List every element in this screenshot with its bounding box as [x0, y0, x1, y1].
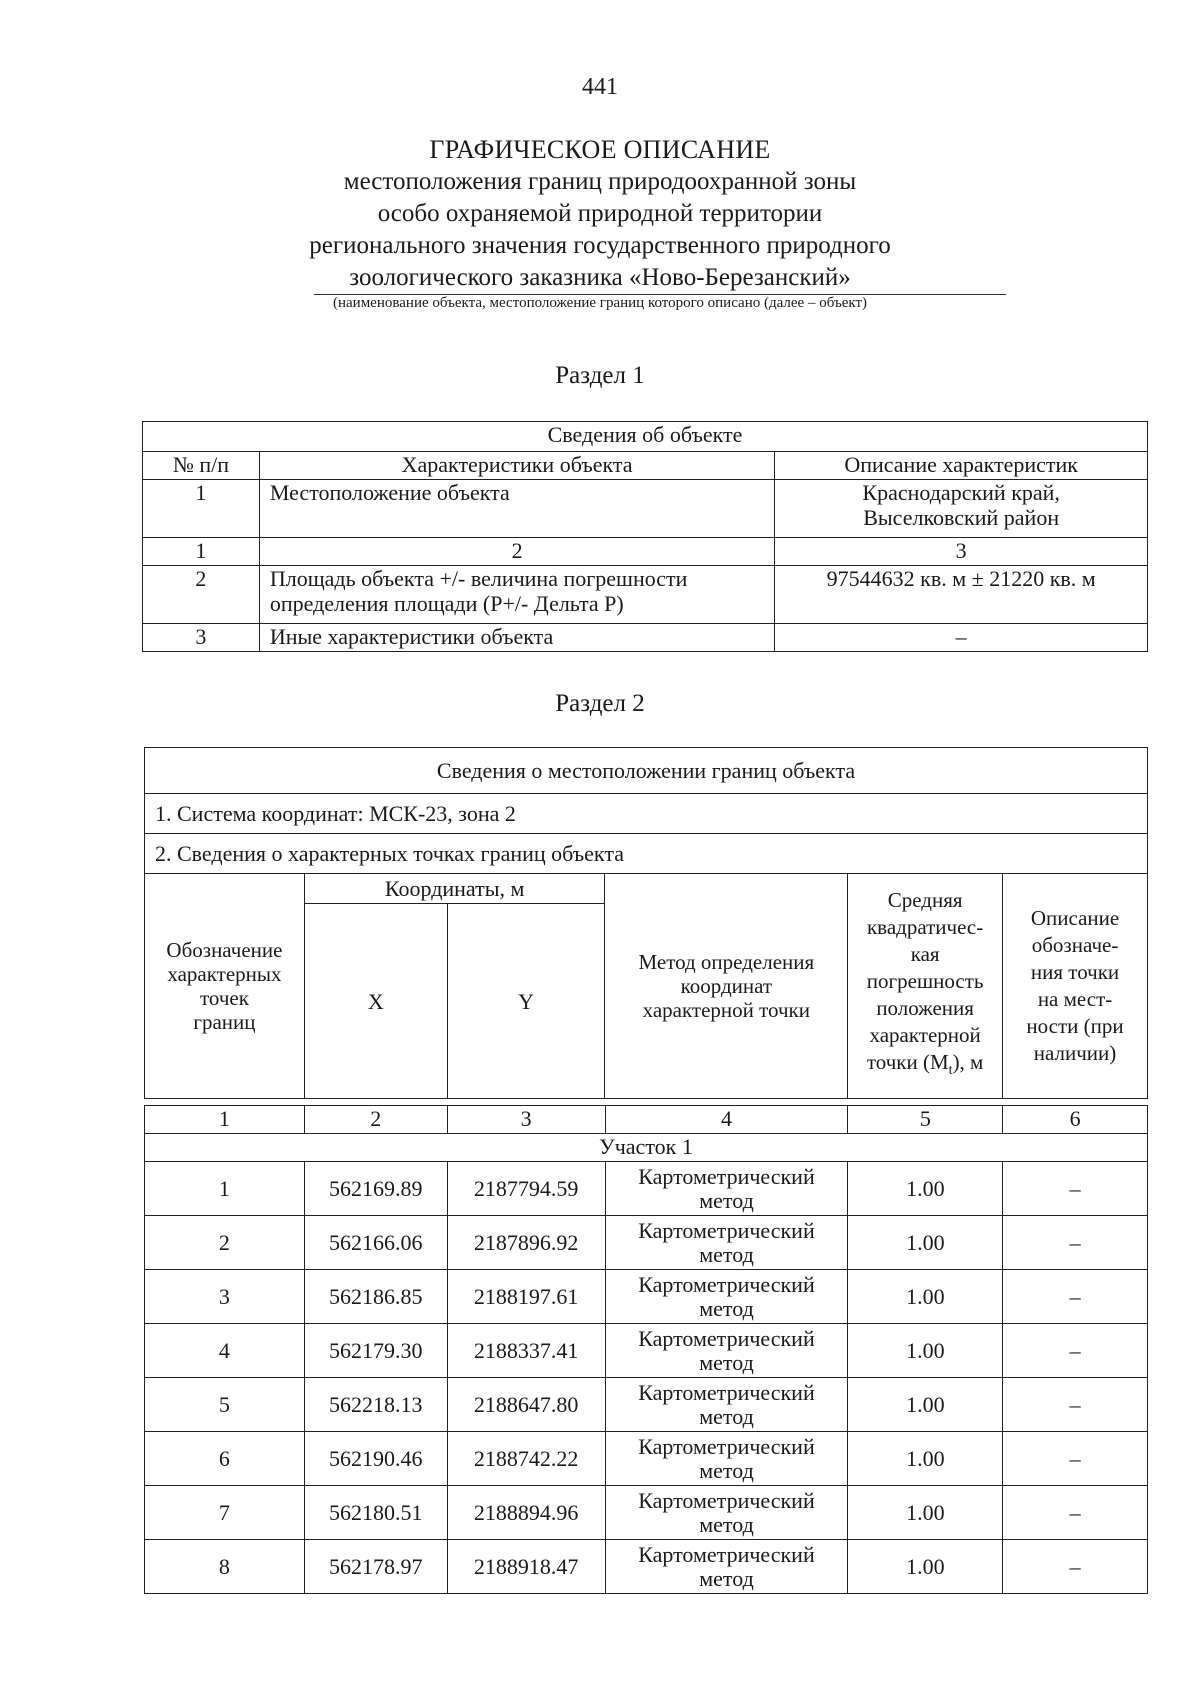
designation-l4: границ: [193, 1010, 256, 1034]
point-id: 7: [145, 1486, 305, 1540]
pd-l3: ния точки: [1030, 960, 1120, 984]
colnum-4: 4: [605, 1106, 848, 1134]
row-3-description: –: [775, 624, 1148, 652]
point-y: 2188918.47: [447, 1540, 605, 1594]
colnum-5: 5: [848, 1106, 1003, 1134]
pd-l1: Описание: [1030, 906, 1120, 930]
method-h-l3: характерной точки: [642, 998, 810, 1022]
points-title: 2. Сведения о характерных точках границ объекта: [145, 834, 1148, 874]
point-method: [605, 1486, 848, 1540]
point-method: [605, 1324, 848, 1378]
table-row: [145, 1378, 1148, 1432]
row-3-characteristic: Иные характеристики объекта: [259, 624, 774, 652]
acc-l6: характерной: [869, 1023, 981, 1048]
plot-label: Участок 1: [145, 1134, 1148, 1162]
method-line-1: Картометрический: [638, 1541, 815, 1567]
method-line-1: Картометрический: [638, 1163, 815, 1189]
table-row: [145, 1216, 1148, 1270]
title-line-3: особо охраняемой природной территории: [377, 200, 823, 227]
point-description: –: [1003, 1378, 1148, 1432]
boundary-points-table: [144, 1105, 1148, 1594]
point-id: 8: [145, 1540, 305, 1594]
point-method: [605, 1540, 848, 1594]
point-x: 562180.51: [304, 1486, 447, 1540]
row-1-description: [775, 480, 1148, 538]
point-x: 562179.30: [304, 1324, 447, 1378]
pd-l5: ности (при: [1026, 1014, 1124, 1038]
pd-l6: наличии): [1033, 1041, 1117, 1065]
point-id: 6: [145, 1432, 305, 1486]
point-x: 562186.85: [304, 1270, 447, 1324]
point-description: –: [1003, 1432, 1148, 1486]
method-line-1: Картометрический: [638, 1487, 815, 1513]
point-description: –: [1003, 1540, 1148, 1594]
title-caption: (наименование объекта, местоположение границ которого описано (далее – объект): [332, 295, 868, 311]
col-number-1: 1: [143, 538, 260, 566]
colnum-6: 6: [1003, 1106, 1148, 1134]
point-y: 2188647.80: [447, 1378, 605, 1432]
designation-l1: Обозначение: [166, 938, 283, 962]
point-method: [605, 1432, 848, 1486]
point-y: 2187896.92: [447, 1216, 605, 1270]
coordinate-system: 1. Система координат: МСК-23, зона 2: [145, 794, 1148, 834]
acc-l2: квадратичес-: [866, 915, 984, 940]
acc-l5: положения: [876, 996, 974, 1021]
method-line-1: Картометрический: [638, 1217, 815, 1243]
header-method: [605, 874, 848, 1099]
method-line-2: метод: [699, 1511, 754, 1537]
pd-l2: обозначе-: [1031, 933, 1119, 957]
point-accuracy: 1.00: [848, 1432, 1003, 1486]
point-id: 1: [145, 1162, 305, 1216]
col-number-2: 2: [259, 538, 774, 566]
row-2-description: 97544632 кв. м ± 21220 кв. м: [775, 566, 1148, 624]
row-1-characteristic: Местоположение объекта: [259, 480, 774, 538]
table-row: [145, 1486, 1148, 1540]
method-line-1: Картометрический: [638, 1379, 815, 1405]
method-h-l1: Метод определения: [638, 950, 815, 974]
row-1-desc-line-2: Выселковский район: [863, 505, 1060, 530]
method-h-l2: координат: [680, 974, 773, 998]
table-row: [145, 1162, 1148, 1216]
row-2-num: 2: [143, 566, 260, 624]
table-row: [145, 1432, 1148, 1486]
point-x: 562218.13: [304, 1378, 447, 1432]
section-2-heading: Раздел 2: [555, 690, 645, 717]
point-description: –: [1003, 1162, 1148, 1216]
title-line-4: регионального значения государственного природного: [309, 232, 891, 259]
method-line-1: Картометрический: [638, 1271, 815, 1297]
method-line-2: метод: [699, 1457, 754, 1483]
boundary-title: Сведения о местоположении границ объекта: [145, 748, 1148, 794]
point-y: 2188337.41: [447, 1324, 605, 1378]
pd-l4: на мест-: [1037, 987, 1113, 1011]
page-number: 441: [582, 74, 618, 100]
method-line-2: метод: [699, 1403, 754, 1429]
title-line-5: зоологического заказника «Ново-Березанский»: [349, 264, 851, 291]
point-method: [605, 1216, 848, 1270]
method-line-2: метод: [699, 1349, 754, 1375]
header-point-description: [1003, 874, 1148, 1099]
section-1-heading: Раздел 1: [555, 362, 645, 389]
object-info-title: Сведения об объекте: [143, 422, 1148, 452]
acc-l7b: ), м: [952, 1050, 984, 1075]
acc-l7a: точки (M: [866, 1050, 949, 1075]
point-accuracy: 1.00: [848, 1540, 1003, 1594]
table-row: [145, 1324, 1148, 1378]
header-num: № п/п: [143, 452, 260, 480]
point-x: 562190.46: [304, 1432, 447, 1486]
method-line-1: Картометрический: [638, 1325, 815, 1351]
table-row: [145, 1270, 1148, 1324]
acc-l4: погрешность: [866, 969, 984, 994]
colnum-3: 3: [447, 1106, 605, 1134]
point-y: 2187794.59: [447, 1162, 605, 1216]
header-coordinates: Координаты, м: [304, 874, 605, 904]
table-row: [145, 1540, 1148, 1594]
point-id: 5: [145, 1378, 305, 1432]
header-designation: [145, 874, 305, 1099]
point-method: [605, 1378, 848, 1432]
point-description: –: [1003, 1324, 1148, 1378]
header-x: X: [304, 904, 447, 1099]
row-2-char-line-1: Площадь объекта +/- величина погрешности: [269, 566, 688, 591]
point-method: [605, 1162, 848, 1216]
point-description: –: [1003, 1486, 1148, 1540]
point-x: 562178.97: [304, 1540, 447, 1594]
row-3-num: 3: [143, 624, 260, 652]
point-accuracy: 1.00: [848, 1270, 1003, 1324]
header-description: Описание характеристик: [775, 452, 1148, 480]
point-description: –: [1003, 1270, 1148, 1324]
point-method: [605, 1270, 848, 1324]
acc-l7-sub: t: [948, 1063, 953, 1079]
acc-l7: [848, 1049, 1002, 1084]
point-description: –: [1003, 1216, 1148, 1270]
acc-l3: кая: [910, 942, 940, 967]
title-line-1: ГРАФИЧЕСКОЕ ОПИСАНИЕ: [429, 135, 771, 164]
method-line-2: метод: [699, 1187, 754, 1213]
point-accuracy: 1.00: [848, 1162, 1003, 1216]
point-y: 2188197.61: [447, 1270, 605, 1324]
method-line-1: Картометрический: [638, 1433, 815, 1459]
header-y: Y: [447, 904, 605, 1099]
point-id: 2: [145, 1216, 305, 1270]
point-x: 562166.06: [304, 1216, 447, 1270]
point-y: 2188742.22: [447, 1432, 605, 1486]
point-accuracy: 1.00: [848, 1216, 1003, 1270]
object-info-table: [142, 421, 1148, 652]
point-id: 4: [145, 1324, 305, 1378]
document-title: [0, 134, 1200, 294]
boundary-header-table: [144, 747, 1148, 1099]
designation-l2: характерных: [167, 962, 282, 986]
acc-l1: Средняя: [887, 888, 963, 913]
point-accuracy: 1.00: [848, 1324, 1003, 1378]
header-characteristics: Характеристики объекта: [259, 452, 774, 480]
point-accuracy: 1.00: [848, 1378, 1003, 1432]
colnum-2: 2: [304, 1106, 447, 1134]
row-2-characteristic: [259, 566, 774, 624]
method-line-2: метод: [699, 1565, 754, 1591]
method-line-2: метод: [699, 1241, 754, 1267]
point-id: 3: [145, 1270, 305, 1324]
points-body: [145, 1162, 1148, 1594]
method-line-2: метод: [699, 1295, 754, 1321]
title-line-2: местоположения границ природоохранной зоны: [343, 168, 857, 195]
header-accuracy: [848, 874, 1003, 1099]
point-y: 2188894.96: [447, 1486, 605, 1540]
colnum-1: 1: [145, 1106, 305, 1134]
row-2-char-line-2: определения площади (Р+/- Дельта Р): [269, 591, 624, 616]
point-accuracy: 1.00: [848, 1486, 1003, 1540]
designation-l3: точек: [199, 986, 249, 1010]
point-x: 562169.89: [304, 1162, 447, 1216]
row-1-desc-line-1: Краснодарский край,: [862, 480, 1060, 505]
col-number-3: 3: [775, 538, 1148, 566]
row-1-num: 1: [143, 480, 260, 538]
